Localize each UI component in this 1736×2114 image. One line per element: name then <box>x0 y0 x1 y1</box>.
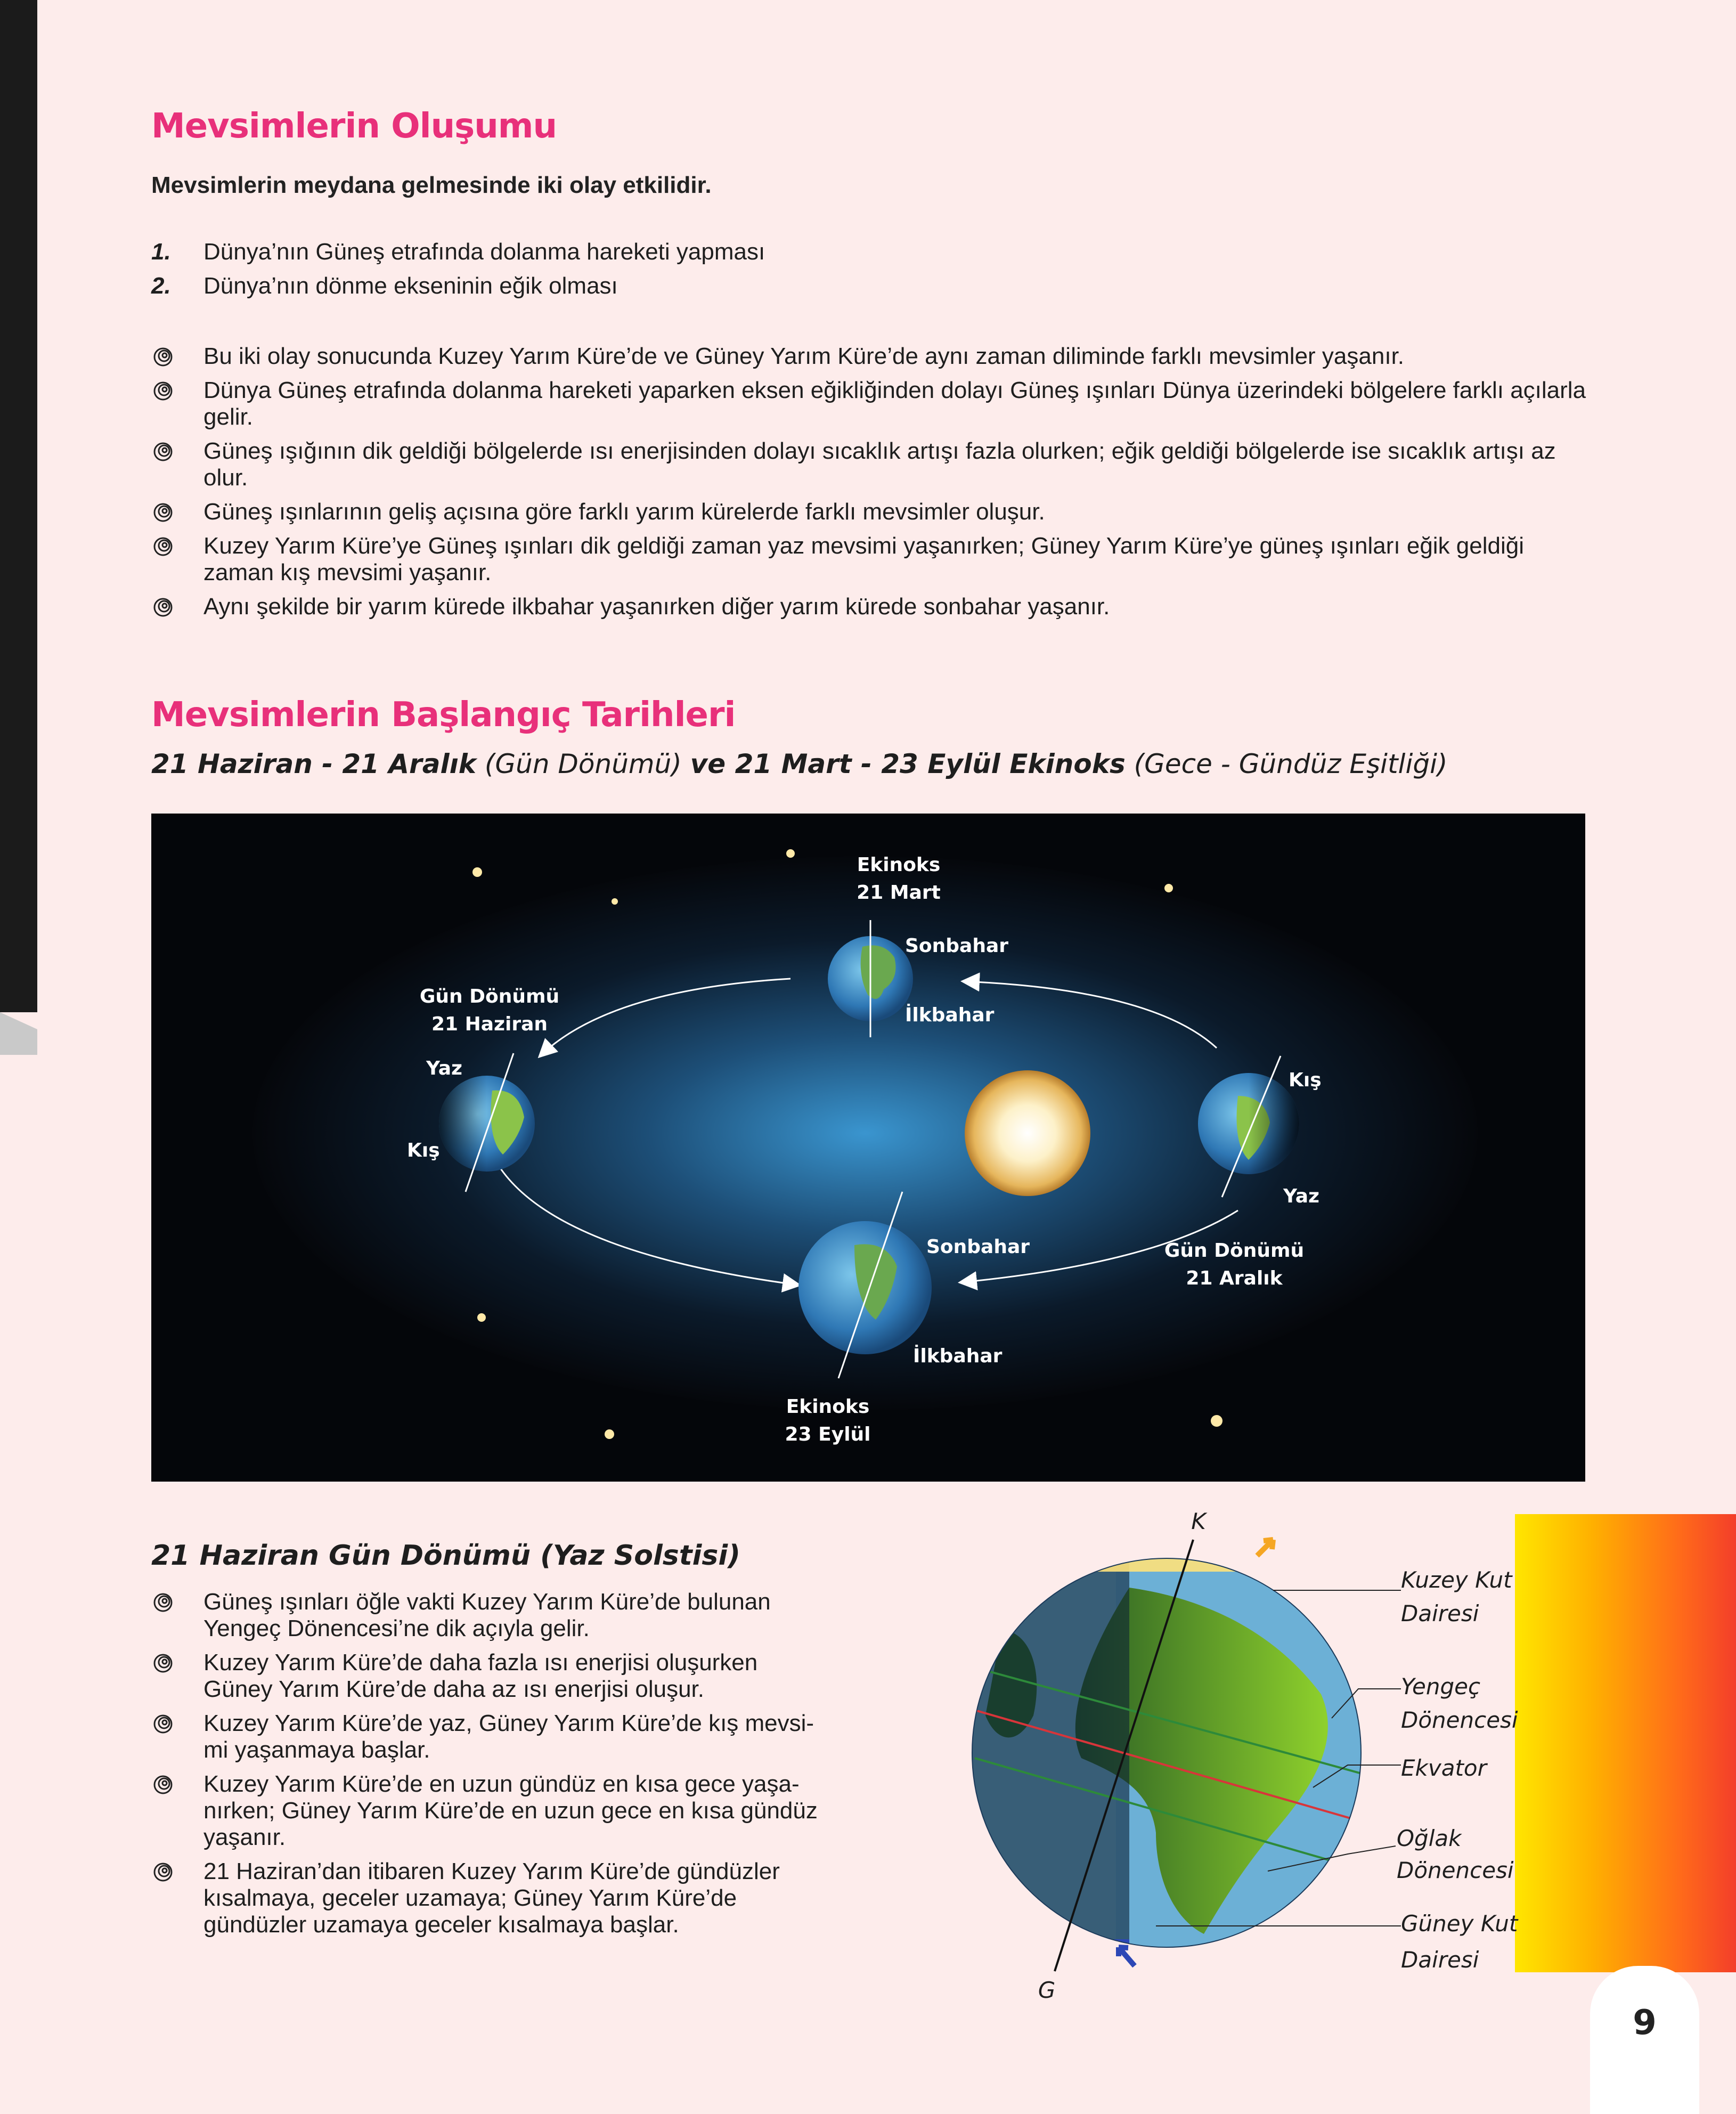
bullet-item: Güneş ışığının dik geldiği bölgelerde ısı enerjisinden dolayı sıcaklık artışı fazla olurken; eğik geldiği bölgelerde ise sıcaklık artışı az olur. <box>151 438 1590 491</box>
sunlight-gradient-bar <box>1515 1514 1736 1972</box>
label-north-pole: K <box>1191 1508 1206 1534</box>
label-antarctic-circle-2: Dairesi <box>1401 1947 1479 1973</box>
label-tropic-capricorn-2: Dönencesi <box>1397 1857 1514 1883</box>
solstice-bullets <box>151 1589 868 1946</box>
spiral-bullet-icon <box>153 537 173 556</box>
book-spine-edge <box>0 1012 37 1055</box>
label-tropic-capricorn-1: Oğlak <box>1397 1825 1462 1851</box>
orbit-diagram <box>151 814 1585 1482</box>
label-winter-left: Kış <box>407 1140 440 1161</box>
label-arctic-circle-1: Kuzey Kut <box>1401 1567 1512 1593</box>
spiral-bullet-icon <box>153 598 173 617</box>
label-tropic-cancer-1: Yengeç <box>1401 1673 1481 1700</box>
spiral-bullet-icon <box>153 1714 173 1734</box>
label-date-march: 21 Mart <box>857 882 941 904</box>
bullet-item: Kuzey Yarım Küre’de daha fazla ısı enerjisi oluşurken Güney Yarım Küre’de daha az ısı enerjisi oluşur. <box>151 1649 868 1703</box>
bullet-item: Güneş ışınlarının geliş açısına göre farklı yarım kürelerde farklı mevsimler oluşur. <box>151 499 1590 525</box>
solstice-title: 21 Haziran Gün Dönümü (Yaz Solstisi) <box>151 1540 740 1572</box>
label-equator: Ekvator <box>1401 1755 1487 1781</box>
page-number: 9 <box>1633 2003 1657 2043</box>
bullet-item: Kuzey Yarım Küre’de yaz, Güney Yarım Küre’de kış mevsi- mi yaşanmaya başlar. <box>151 1710 868 1763</box>
item-text: Dünya’nın dönme ekseninin eğik olması <box>203 273 618 299</box>
spiral-bullet-icon <box>153 1775 173 1794</box>
label-autumn-bottom: Sonbahar <box>926 1236 1030 1258</box>
label-date-september: 23 Eylül <box>785 1424 871 1445</box>
spiral-bullet-icon <box>153 442 173 461</box>
label-equinox-september: Ekinoks <box>786 1396 870 1418</box>
numbered-list <box>151 239 1590 299</box>
bullet-item: Bu iki olay sonucunda Kuzey Yarım Küre’de ve Güney Yarım Küre’de aynı zaman diliminde farklı mevsimler yaşanır. <box>151 343 1590 370</box>
label-autumn-top: Sonbahar <box>905 935 1009 957</box>
label-date-june: 21 Haziran <box>431 1013 548 1035</box>
label-date-december: 21 Aralık <box>1186 1267 1283 1289</box>
dates-subtitle: 21 Haziran - 21 Aralık (Gün Dönümü) ve 21 Mart - 23 Eylül Ekinoks (Gece - Gündüz Eşitliği) <box>151 749 1448 779</box>
spiral-bullet-icon <box>153 1593 173 1612</box>
bullet-item: Kuzey Yarım Küre’de en uzun gündüz en kısa gece yaşa- nırken; Güney Yarım Küre’de en uzun gece en kısa gündüz yaşanır. <box>151 1771 868 1851</box>
label-winter-right: Kış <box>1289 1069 1322 1091</box>
bullet-item: Aynı şekilde bir yarım kürede ilkbahar yaşanırken diğer yarım kürede sonbahar yaşanır. <box>151 593 1590 620</box>
spiral-bullet-icon <box>153 381 173 401</box>
numbered-item <box>151 273 1590 299</box>
label-summer-left: Yaz <box>426 1058 463 1079</box>
label-antarctic-circle-1: Güney Kut <box>1401 1910 1518 1937</box>
sun <box>965 1070 1090 1196</box>
bullet-item: Dünya Güneş etrafında dolanma hareketi yaparken eksen eğikliğinden dolayı Güneş ışınları Dünya üzerindeki bölgelere farklı açılarla gelir. <box>151 377 1590 430</box>
intro-text: Mevsimlerin meydana gelmesinde iki olay etkilidir. <box>151 172 712 198</box>
label-spring-bottom: İlkbahar <box>913 1345 1003 1367</box>
sunray-arrow-icon <box>1119 1947 1135 1966</box>
item-number: 1. <box>151 239 171 265</box>
bullet-item: 21 Haziran’dan itibaren Kuzey Yarım Küre’de gündüzler kısalmaya, geceler uzamaya; Güney Yarım Küre’de gündüzler uzamaya geceler kısalmaya başlar. <box>151 1858 868 1938</box>
label-solstice-june: Gün Dönümü <box>419 986 560 1007</box>
label-arctic-circle-2: Dairesi <box>1401 1600 1479 1627</box>
item-number: 2. <box>151 273 171 299</box>
book-spine <box>0 0 37 1012</box>
formation-bullets <box>151 343 1590 628</box>
item-text: Dünya’nın Güneş etrafında dolanma hareketi yapması <box>203 239 765 265</box>
spiral-bullet-icon <box>153 503 173 522</box>
bullet-item: Kuzey Yarım Küre’ye Güneş ışınları dik geldiği zaman yaz mevsimi yaşanırken; Güney Yarım Küre’ye güneş ışınları eğik geldiği zaman kış mevsimi yaşanır. <box>151 533 1590 586</box>
spiral-bullet-icon <box>153 1654 173 1673</box>
sunray-arrow-icon <box>1257 1540 1273 1556</box>
section-title-formation: Mevsimlerin Oluşumu <box>151 107 557 146</box>
label-tropic-cancer-2: Dönencesi <box>1401 1707 1518 1733</box>
spiral-bullet-icon <box>153 347 173 367</box>
numbered-item <box>151 239 1590 265</box>
spiral-bullet-icon <box>153 1863 173 1882</box>
label-south-pole: G <box>1038 1977 1056 2003</box>
label-equinox-march: Ekinoks <box>857 854 941 876</box>
section-title-dates: Mevsimlerin Başlangıç Tarihleri <box>151 695 736 735</box>
label-solstice-december: Gün Dönümü <box>1164 1240 1305 1262</box>
bullet-item: Güneş ışınları öğle vakti Kuzey Yarım Küre’de bulunan Yengeç Dönencesi’ne dik açıyla gelir. <box>151 1589 868 1642</box>
globe-diagram <box>906 1492 1523 2003</box>
label-summer-right: Yaz <box>1283 1185 1320 1207</box>
label-spring-top: İlkbahar <box>905 1004 995 1026</box>
